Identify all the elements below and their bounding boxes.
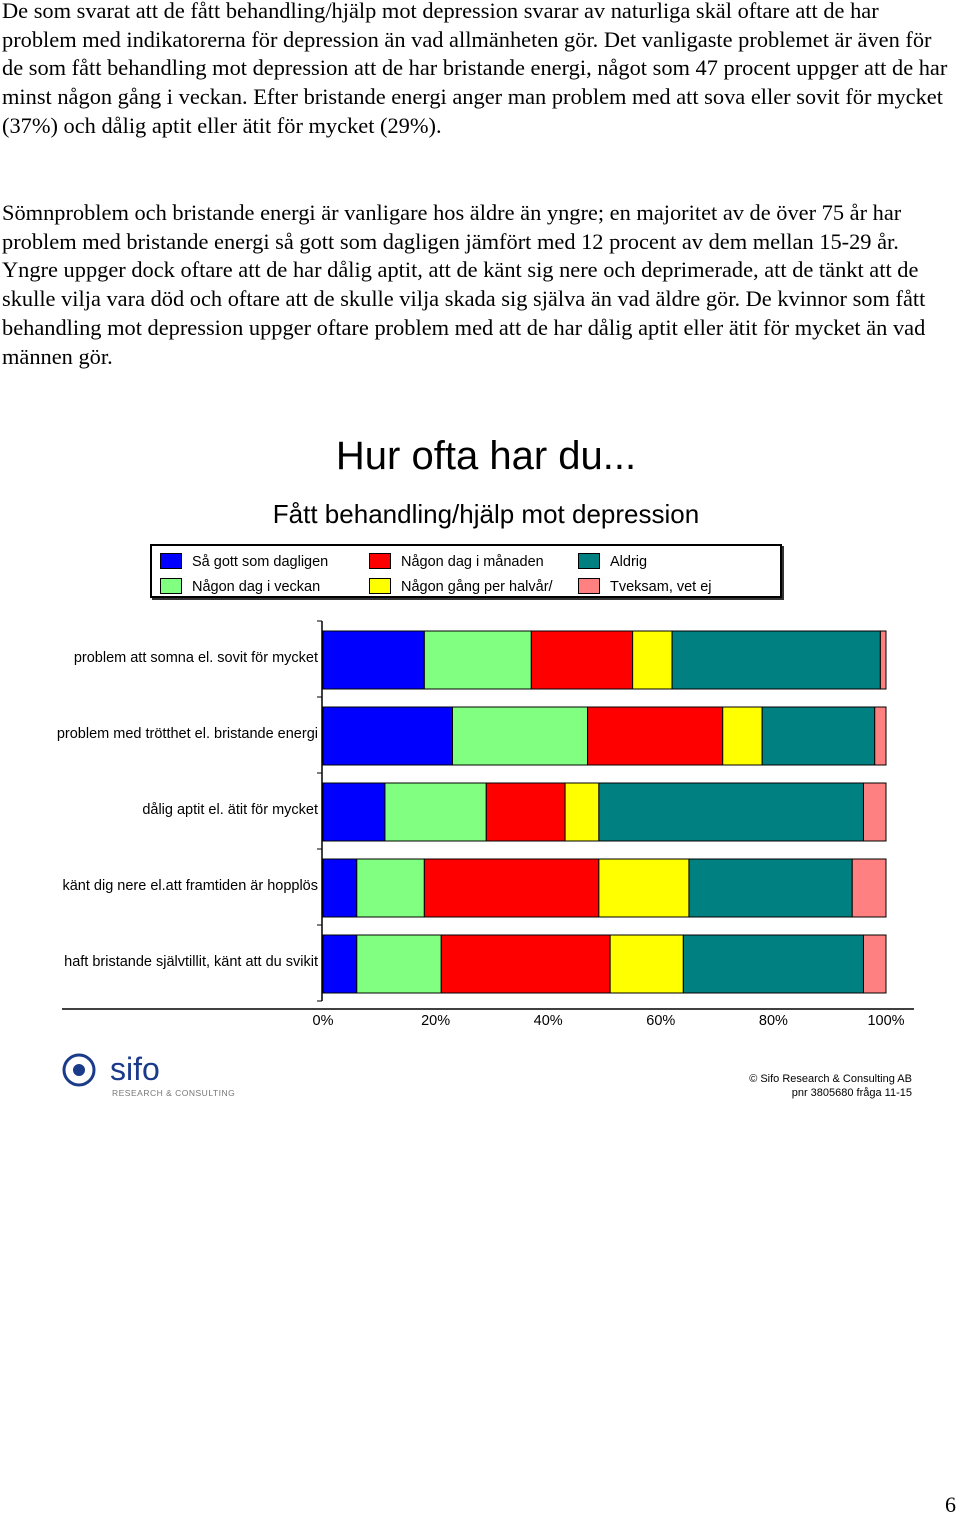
legend-swatch [160, 578, 182, 594]
legend-label: Tveksam, vet ej [610, 579, 712, 595]
bar-segment [323, 631, 424, 689]
legend-swatch [160, 553, 182, 569]
bar-segment [610, 935, 683, 993]
bar-segment [323, 859, 357, 917]
bar-segment [633, 631, 672, 689]
bar-segment [357, 935, 441, 993]
bar-segment [452, 707, 587, 765]
legend-label: Någon dag i månaden [401, 554, 544, 570]
chart-subtitle: Fått behandling/hjälp mot depression [272, 499, 700, 529]
logo-text: sifo [110, 1051, 160, 1087]
bar-segment [880, 631, 886, 689]
legend-label: Så gott som dagligen [192, 554, 329, 570]
bar-segment [565, 783, 599, 841]
legend-label: Aldrig [610, 554, 648, 570]
bar-segment [599, 859, 689, 917]
bar-segment [424, 631, 531, 689]
legend-swatch [578, 553, 600, 569]
x-tick-label: 20% [421, 1013, 451, 1029]
x-tick-label: 100% [867, 1013, 905, 1029]
legend-label: Någon dag i veckan [192, 579, 321, 595]
chart-title: Hur ofta har du... [335, 434, 637, 478]
bar-segment [689, 859, 852, 917]
category-label: känt dig nere el.att framtiden är hopplös [62, 878, 318, 894]
page-number: 6 [945, 1492, 956, 1517]
logo-subtext: RESEARCH & CONSULTING [112, 1088, 236, 1098]
legend-item [369, 578, 579, 596]
project-number: pnr 3805680 fråga 11-15 [791, 1087, 912, 1099]
category-label: problem att somna el. sovit för mycket [73, 650, 318, 666]
category-label: dålig aptit el. ätit för mycket [142, 802, 318, 818]
bar-segment [323, 935, 357, 993]
x-tick-label: 80% [758, 1013, 788, 1029]
bar-segment [441, 935, 610, 993]
bar-segment [723, 707, 762, 765]
bar-segment [863, 935, 886, 993]
x-tick-label: 0% [312, 1013, 334, 1029]
legend-swatch [578, 578, 600, 594]
copyright-line: © Sifo Research & Consulting AB [749, 1073, 912, 1085]
bar-segment [683, 935, 863, 993]
bar-segment [424, 859, 599, 917]
x-tick-label: 40% [533, 1013, 563, 1029]
sifo-logo [62, 1050, 272, 1100]
x-tick-label: 60% [646, 1013, 676, 1029]
bar-segment [323, 707, 452, 765]
bar-segment [486, 783, 565, 841]
legend-label: Någon gång per halvår/ [401, 579, 553, 595]
legend-swatch [369, 578, 391, 594]
bar-segment [385, 783, 486, 841]
bar-segment [323, 783, 385, 841]
bar-segment [762, 707, 875, 765]
category-label: haft bristande självtillit, känt att du svikit [64, 954, 318, 970]
copyright [749, 1072, 912, 1100]
bar-segment [357, 859, 425, 917]
category-label: problem med trötthet el. bristande energi [56, 726, 318, 742]
body-paragraph-1: De som svarat att de fått behandling/hjälp mot depression svarar av naturliga skäl oftare att de har problem med indikatorerna för depression än vad allmänheten gör. Det vanligaste problemet är även för de som fått behandling mot depression att de har bristande energi, något som 47 procent uppger att de har minst någon gång i veckan. Efter bristande energi anger man problem med att sova eller sovit för mycket (37%) och dålig aptit eller ätit för mycket (29%). [2, 0, 948, 138]
bar-segment [599, 783, 864, 841]
bar-segment [863, 783, 886, 841]
bar-segment [588, 707, 723, 765]
bar-segment [531, 631, 632, 689]
bar-segment [672, 631, 880, 689]
legend-swatch [369, 553, 391, 569]
bar-segment [852, 859, 886, 917]
chart-legend [150, 544, 782, 598]
bar-segment [875, 707, 886, 765]
body-paragraph-2: Sömnproblem och bristande energi är vanligare hos äldre än yngre; en majoritet av de över 75 år har problem med bristande energi så gott som dagligen jämfört med 12 procent av dem mellan 15-29 år. Yngre uppger dock oftare att de har dålig aptit, att de känt sig nere och deprimerade, att de tänkt att de skulle vilja vara död och oftare att de skulle vilja skada sig själva än vad äldre gör. De kvinnor som fått behandling mot depression uppger oftare problem med att de har dålig aptit eller ätit för mycket än vad männen gör. [2, 200, 926, 369]
